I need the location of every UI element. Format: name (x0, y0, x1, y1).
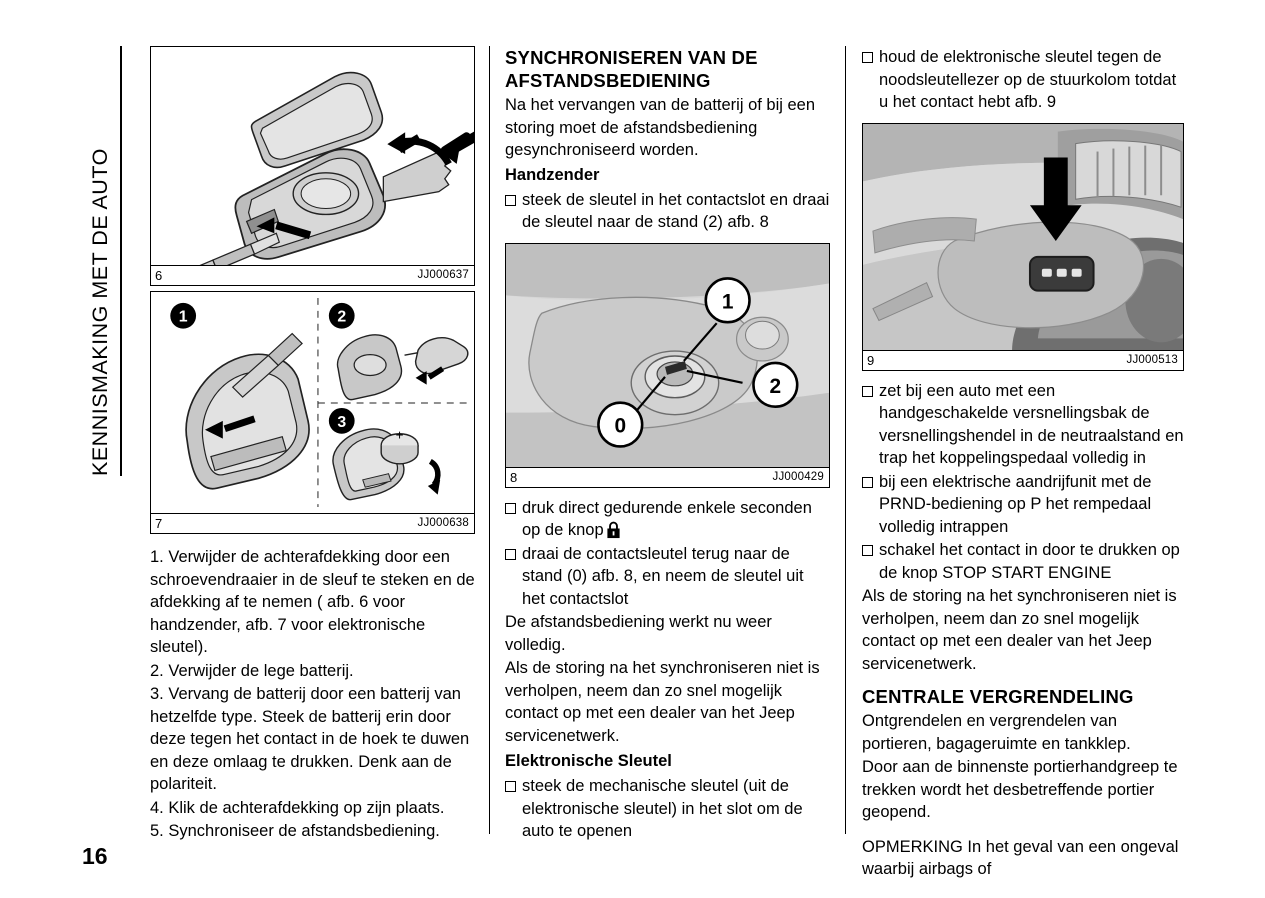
figure-7-art (151, 292, 474, 513)
figure-9-art (863, 124, 1183, 350)
column-left (150, 46, 475, 844)
bullet-insert-key: steek de sleutel in het contactslot en draai de sleutel naar de stand (2) afb. 8 (505, 189, 830, 234)
bullet-mechanical-key: steek de mechanische sleutel (uit de elektronische sleutel) in het slot om de auto te openen (505, 775, 830, 843)
bullet-stop-start-engine: schakel het contact in door te drukken op de knop STOP START ENGINE (862, 539, 1184, 584)
chapter-tab (78, 46, 122, 476)
figure-6 (150, 46, 475, 286)
figure-7-code: JJ000638 (417, 517, 469, 529)
page-number: 16 (82, 843, 108, 869)
sync-intro: Na het vervangen van de batterij of bij een storing moet de afstandsbediening gesynchroniseerd worden. (505, 96, 816, 159)
lock-icon (606, 521, 621, 539)
figure-8-caption (506, 467, 829, 487)
figure-6-code: JJ000637 (417, 269, 469, 281)
figure-9-caption (863, 350, 1183, 370)
column-divider-1 (489, 46, 490, 834)
svg-text:2: 2 (769, 374, 782, 398)
column-right (862, 46, 1184, 882)
svg-text:2: 2 (337, 308, 347, 326)
central-locking-text-1: Ontgrendelen en vergrendelen van portieren, bagageruimte en tankklep. (862, 712, 1131, 753)
bullet-press-button-text: druk direct gedurende enkele seconden op de knop (522, 498, 812, 539)
section-heading-sync: SYNCHRONISEREN VAN DE AFSTANDSBEDIENING (505, 47, 758, 91)
figure-9 (862, 123, 1184, 371)
subheading-elektronische-sleutel: Elektronische Sleutel (505, 752, 672, 770)
bullet-hold-key: houd de elektronische sleutel tegen de noodsleutellezer op de stuurkolom totdat u het contact hebt afb. 9 (862, 46, 1184, 114)
bullet-electric-drive: bij een elektrische aandrijfunit met de PRND-bediening op P het rempedaal volledig intrappen (862, 471, 1184, 539)
figure-9-number: 9 (867, 352, 875, 368)
figure-6-art (151, 47, 474, 265)
step-2: 2. Verwijder de lege batterij. (150, 661, 354, 680)
figure-7-caption (151, 513, 474, 533)
svg-text:1: 1 (178, 308, 188, 326)
bullet-press-button (505, 497, 830, 542)
figure-6-number: 6 (155, 268, 163, 283)
bullet-manual-gearbox: zet bij een auto met een handgeschakelde versnellingsbak de versnellingshendel in de neutraalstand en trap het koppelingspedaal volledig in (862, 380, 1184, 470)
figure-7 (150, 291, 475, 534)
sync-dealer-text: Als de storing na het synchroniseren niet is verholpen, neem dan zo snel mogelijk contact op met een dealer van het Jeep servicenetwerk. (505, 659, 820, 745)
step-5: 5. Synchroniseer de afstandsbediening. (150, 822, 440, 840)
step-3: 3. Vervang de batterij door een batterij van hetzelfde type. Steek de batterij erin door deze tegen het contact in de hoek te duwen en deze omlaag te drukken. Denk aan de polariteit. (150, 685, 470, 793)
figure-6-caption (151, 265, 474, 285)
step-4: 4. Klik de achterafdekking op zijn plaats. (150, 798, 445, 817)
chapter-title: KENNISMAKING MET DE AUTO (87, 148, 112, 476)
bullet-return-key: draai de contactsleutel terug naar de stand (0) afb. 8, en neem de sleutel uit het contactslot (505, 543, 830, 611)
subheading-handzender: Handzender (505, 165, 600, 184)
dealer-note: Als de storing na het synchroniseren niet is verholpen, neem dan zo snel mogelijk contact op met een dealer van het Jeep servicenetwerk. (862, 587, 1177, 673)
svg-text:1: 1 (721, 289, 734, 313)
figure-7-number: 7 (155, 516, 163, 531)
column-middle (505, 46, 830, 843)
figure-8-number: 8 (510, 469, 518, 485)
sync-works-text: De afstandsbediening werkt nu weer volledig. (505, 613, 772, 654)
figure-8-code: JJ000429 (772, 470, 824, 483)
section-heading-central-locking: CENTRALE VERGRENDELING (862, 686, 1134, 707)
svg-text:+: + (395, 427, 404, 443)
figure-9-code: JJ000513 (1126, 353, 1178, 366)
svg-text:0: 0 (614, 414, 627, 438)
column-divider-2 (845, 46, 846, 834)
step-1: 1. Verwijder de achterafdekking door een schroevendraaier in de sleuf te steken en de afdekking af te nemen ( afb. 6 voor handzender, afb. 7 voor elektronische sleutel). (150, 548, 475, 656)
central-locking-text-2: Door aan de binnenste portierhandgreep te trekken wordt het desbetreffende portier geopend. (862, 758, 1178, 821)
svg-text:3: 3 (337, 413, 347, 431)
figure-8 (505, 243, 830, 488)
figure-8-art (506, 244, 829, 467)
note-text: OPMERKING In het geval van een ongeval waarbij airbags of (862, 837, 1179, 878)
